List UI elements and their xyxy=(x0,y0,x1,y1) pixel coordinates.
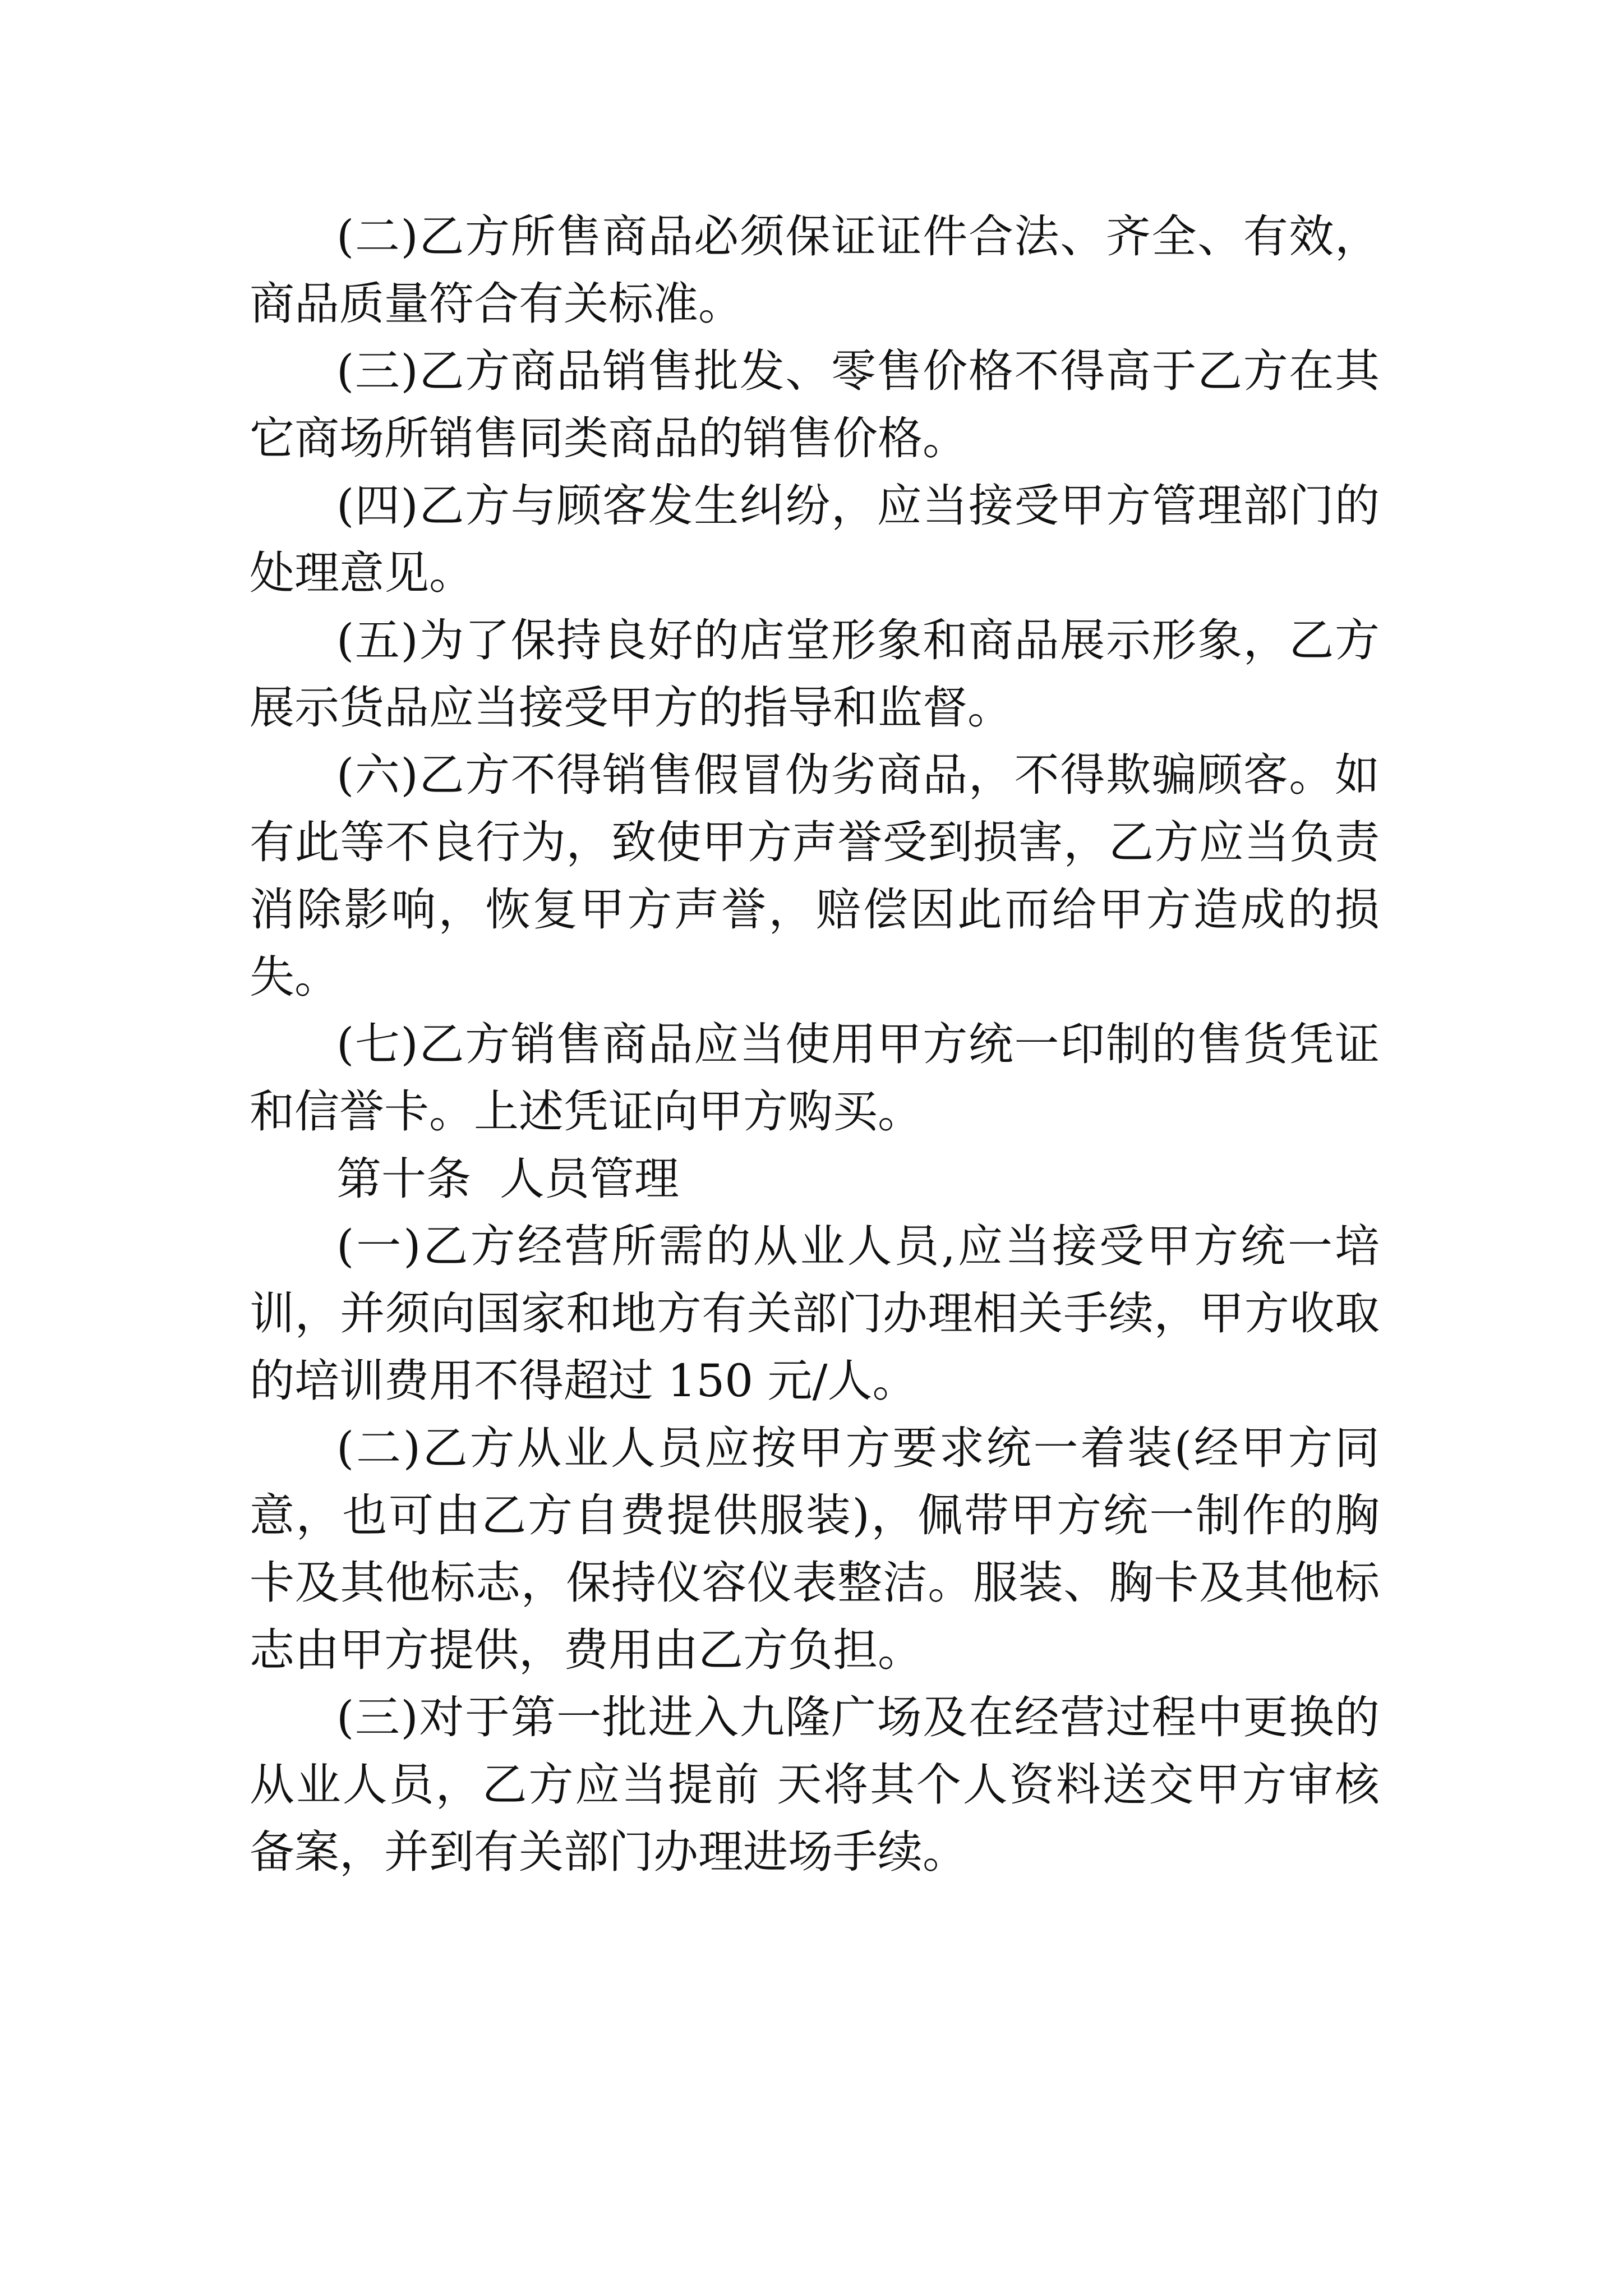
paragraph-clause-5: (五)为了保持良好的店堂形象和商品展示形象，乙方展示货品应当接受甲方的指导和监督。 xyxy=(250,614,1380,734)
paragraph-personnel-3: (三)对于第一批进入九隆广场及在经营过程中更换的从业人员，乙方应当提前 天将其个人资料送交甲方审核备案，并到有关部门办理进场手续。 xyxy=(250,1691,1380,1878)
paragraph-personnel-1: (一)乙方经营所需的从业人员,应当接受甲方统一培训，并须向国家和地方有关部门办理相关手续，甲方收取的培训费用不得超过 150 元/人。 xyxy=(250,1220,1380,1407)
paragraph-personnel-2: (二)乙方从业人员应按甲方要求统一着装(经甲方同意，也可由乙方自费提供服装)，佩带甲方统一制作的胸卡及其他标志，保持仪容仪表整洁。服装、胸卡及其他标志由甲方提供，费用由乙方负担。 xyxy=(250,1422,1380,1676)
document-body xyxy=(250,203,1380,1886)
paragraph-clause-6: (六)乙方不得销售假冒伪劣商品，不得欺骗顾客。如有此等不良行为，致使甲方声誉受到损害，乙方应当负责消除影响，恢复甲方声誉，赔偿因此而给甲方造成的损失。 xyxy=(250,749,1380,1003)
paragraph-clause-4: (四)乙方与顾客发生纠纷，应当接受甲方管理部门的处理意见。 xyxy=(250,480,1380,599)
paragraph-clause-3: (三)乙方商品销售批发、零售价格不得高于乙方在其它商场所销售同类商品的销售价格。 xyxy=(250,345,1380,464)
article-heading: 第十条 人员管理 xyxy=(336,1153,679,1205)
paragraph-clause-7: (七)乙方销售商品应当使用甲方统一印制的售货凭证和信誉卡。上述凭证向甲方购买。 xyxy=(250,1018,1380,1138)
paragraph-clause-2: (二)乙方所售商品必须保证证件合法、齐全、有效，商品质量符合有关标准。 xyxy=(250,210,1380,330)
